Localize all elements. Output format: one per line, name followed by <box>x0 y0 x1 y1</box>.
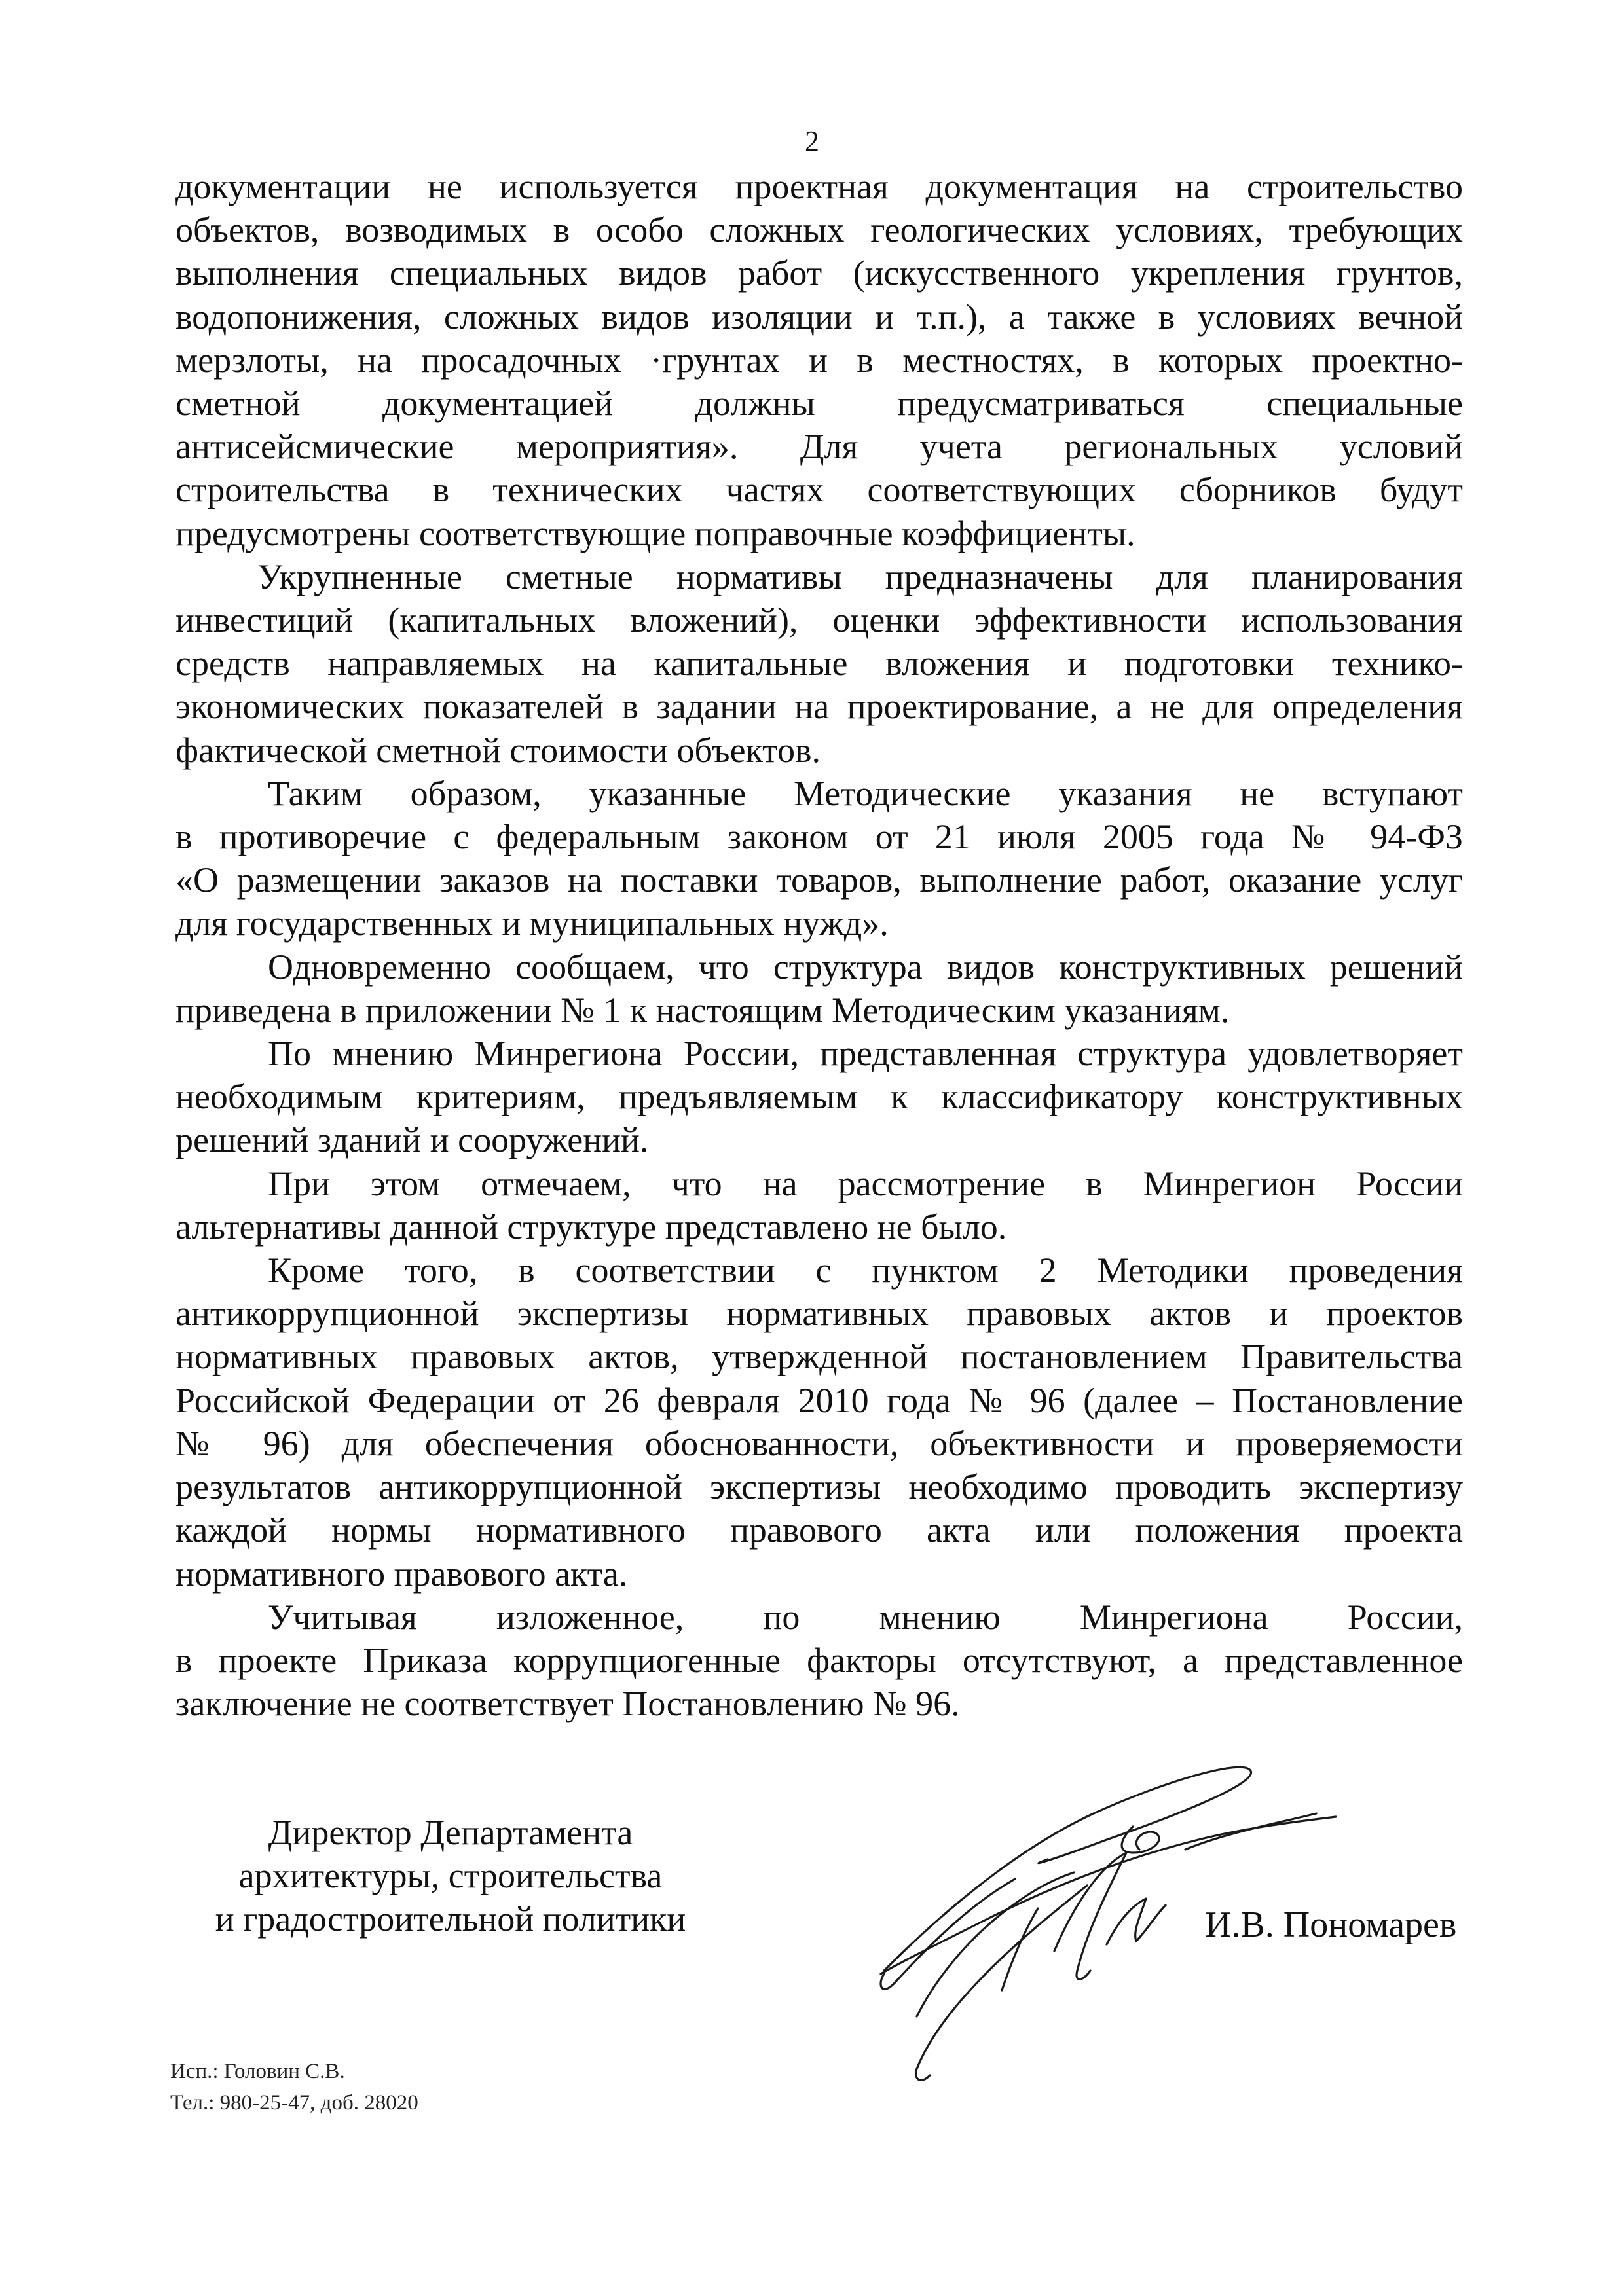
text-line: водопонижения, сложных видов изоляции и т.п.), а также в условиях вечной <box>175 297 1463 337</box>
text-line: Кроме того, в соответствии с пунктом 2 Методики проведения <box>268 1250 1463 1290</box>
signatory-name: И.В. Пономарев <box>1205 1904 1457 1945</box>
signatory-title-line: архитектуры, строительства <box>238 1856 663 1895</box>
paragraph <box>175 165 1463 555</box>
text-line: сметной документацией должны предусматриваться специальные <box>175 384 1463 424</box>
text-line: для государственных и муниципальных нужд». <box>175 903 889 943</box>
text-line: объектов, возводимых в особо сложных геологических условиях, требующих <box>175 210 1463 250</box>
paragraph <box>175 1032 1463 1162</box>
text-line: Учитывая изложенное, по мнению Минрегиона России, <box>268 1597 1463 1637</box>
text-line: нормативных правовых актов, утвержденной постановлением Правительства <box>175 1337 1463 1377</box>
paragraph <box>175 1248 1463 1595</box>
paragraph <box>175 1595 1463 1726</box>
text-line: средств направляемых на капитальные вложения и подготовки технико- <box>175 644 1463 683</box>
paragraph <box>175 772 1463 945</box>
text-line: выполнения специальных видов работ (искусственного укрепления грунтов, <box>175 253 1463 293</box>
text-line: Укрупненные сметные нормативы предназначены для планирования <box>257 556 1463 596</box>
page-number: 2 <box>805 125 819 157</box>
executor-phone: Тел.: 980-25-47, доб. 28020 <box>170 2091 418 2115</box>
signatory-title-line: и градостроительной политики <box>215 1899 686 1939</box>
paragraph <box>175 945 1463 1032</box>
signatory-title-line: Директор Департамента <box>268 1813 633 1852</box>
text-line: По мнению Минрегиона России, представленная структура удовлетворяет <box>268 1034 1463 1074</box>
text-line: документации не используется проектная документация на строительство <box>175 167 1463 206</box>
signatory-title <box>182 1811 719 1941</box>
text-line: решений зданий и сооружений. <box>175 1120 649 1160</box>
text-line: Российской Федерации от 26 февраля 2010 года № 96 (далее – Постановление <box>175 1380 1463 1420</box>
text-line: результатов антикоррупционной экспертизы необходимо проводить экспертизу <box>175 1467 1463 1507</box>
text-line: При этом отмечаем, что на рассмотрение в Минрегион России <box>268 1163 1463 1203</box>
executor-name: Исп.: Головин С.В. <box>170 2060 345 2083</box>
text-line: альтернативы данной структуре представлено не было. <box>175 1207 1007 1247</box>
executor-info <box>170 2056 418 2119</box>
text-line: нормативного правового акта. <box>175 1554 628 1594</box>
text-line: заключение не соответствует Постановлению № 96. <box>175 1684 960 1724</box>
text-line: каждой нормы нормативного правового акта или положения проекта <box>175 1510 1463 1550</box>
text-line: антикоррупционной экспертизы нормативных правовых актов и проектов <box>175 1294 1463 1334</box>
text-line: экономических показателей в задании на проектирование, а не для определения <box>175 687 1463 727</box>
paragraph <box>175 555 1463 772</box>
text-line: строительства в технических частях соответствующих сборников будут <box>175 470 1463 510</box>
text-line: в противоречие с федеральным законом от 21 июля 2005 года № 94-ФЗ <box>175 817 1463 857</box>
text-line: приведена в приложении № 1 к настоящим Методическим указаниям. <box>175 990 1230 1030</box>
text-line: мерзлоты, на просадочных ·грунтах и в местностях, в которых проектно- <box>175 340 1463 380</box>
text-line: Таким образом, указанные Методические указания не вступают <box>268 773 1463 813</box>
text-line: «О размещении заказов на поставки товаров, выполнение работ, оказание услуг <box>175 860 1463 900</box>
text-line: № 96) для обеспечения обоснованности, объективности и проверяемости <box>175 1423 1463 1463</box>
text-line: Одновременно сообщаем, что структура видов конструктивных решений <box>268 947 1463 987</box>
text-line: предусмотрены соответствующие поправочные коэффициенты. <box>175 513 1135 553</box>
text-line: в проекте Приказа коррупциогенные факторы отсутствуют, а представленное <box>175 1640 1463 1680</box>
text-line: инвестиций (капитальных вложений), оценки эффективности использования <box>175 600 1463 640</box>
paragraph <box>175 1162 1463 1248</box>
letter-body <box>175 165 1463 1725</box>
text-line: антисейсмические мероприятия». Для учета региональных условий <box>175 427 1463 467</box>
text-line: необходимым критериям, предъявляемым к классификатору конструктивных <box>175 1077 1463 1117</box>
text-line: фактической сметной стоимости объектов. <box>175 730 821 770</box>
